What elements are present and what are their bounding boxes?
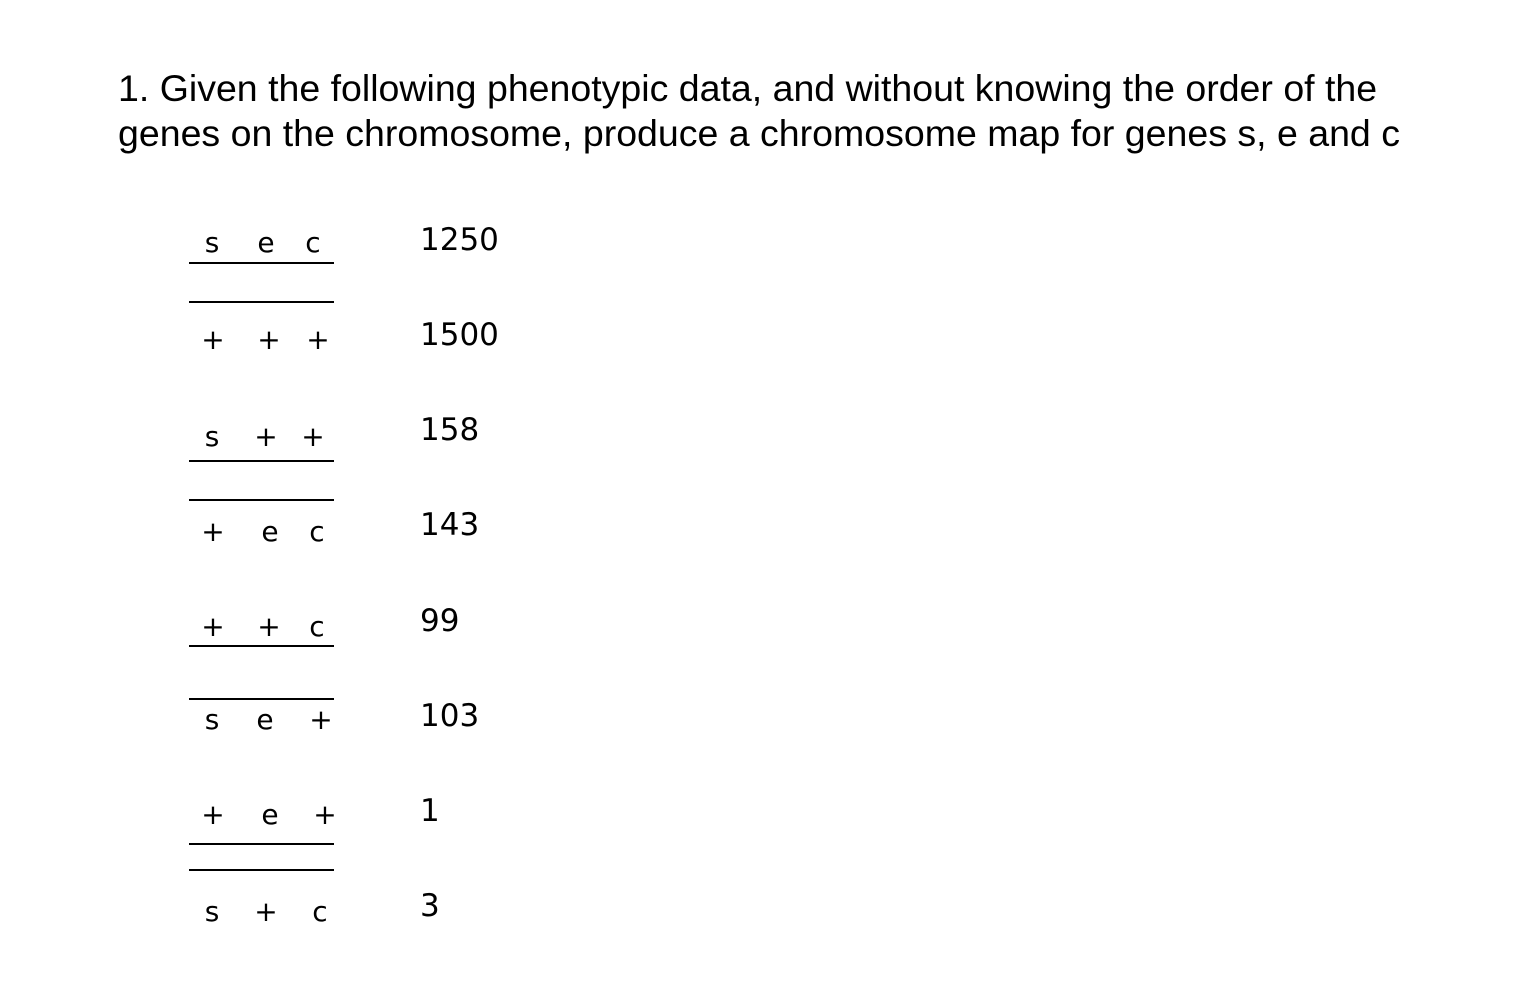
chromosome-line-top xyxy=(189,843,334,845)
question-line-2: genes on the chromosome, produce a chromosome map for genes s, e and c xyxy=(118,112,1400,154)
count-s-plus-plus: 158 xyxy=(420,412,480,448)
allele-plus: + xyxy=(306,323,330,356)
allele-e: e xyxy=(257,226,275,259)
count-plus-plus-c: 99 xyxy=(420,603,460,639)
allele-plus: + xyxy=(309,703,333,736)
allele-c: c xyxy=(312,895,328,928)
count-plus-e-plus: 1 xyxy=(420,793,440,829)
allele-plus: + xyxy=(254,895,278,928)
allele-plus: + xyxy=(301,420,325,453)
count-wildtype: 1500 xyxy=(420,317,499,353)
allele-plus: + xyxy=(257,610,281,643)
allele-c: c xyxy=(309,515,325,548)
question-line-1: 1. Given the following phenotypic data, and without knowing the order of the xyxy=(118,67,1378,109)
question-text xyxy=(118,66,1518,156)
allele-s: s xyxy=(204,703,220,736)
chromosome-line-bottom xyxy=(189,869,334,871)
allele-e: e xyxy=(256,703,274,736)
allele-plus: + xyxy=(201,323,225,356)
count-s-plus-c: 3 xyxy=(420,888,440,924)
chromosome-line-top xyxy=(189,460,334,462)
allele-plus: + xyxy=(313,798,337,831)
allele-plus: + xyxy=(257,323,281,356)
allele-c: c xyxy=(305,226,321,259)
allele-e: e xyxy=(261,515,279,548)
chromosome-line-bottom xyxy=(189,499,334,501)
chromosome-line-bottom xyxy=(189,698,334,700)
allele-e: e xyxy=(261,798,279,831)
allele-plus: + xyxy=(201,798,225,831)
allele-s: s xyxy=(204,226,220,259)
allele-s: s xyxy=(204,420,220,453)
allele-c: c xyxy=(309,610,325,643)
chromosome-line-top xyxy=(189,262,334,264)
allele-plus: + xyxy=(254,420,278,453)
chromosome-line-top xyxy=(189,645,334,647)
count-s-e-plus: 103 xyxy=(420,698,480,734)
count-plus-e-c: 143 xyxy=(420,507,480,543)
allele-plus: + xyxy=(201,610,225,643)
allele-plus: + xyxy=(201,515,225,548)
chromosome-line-bottom xyxy=(189,301,334,303)
count-s-e-c: 1250 xyxy=(420,222,499,258)
allele-s: s xyxy=(204,895,220,928)
